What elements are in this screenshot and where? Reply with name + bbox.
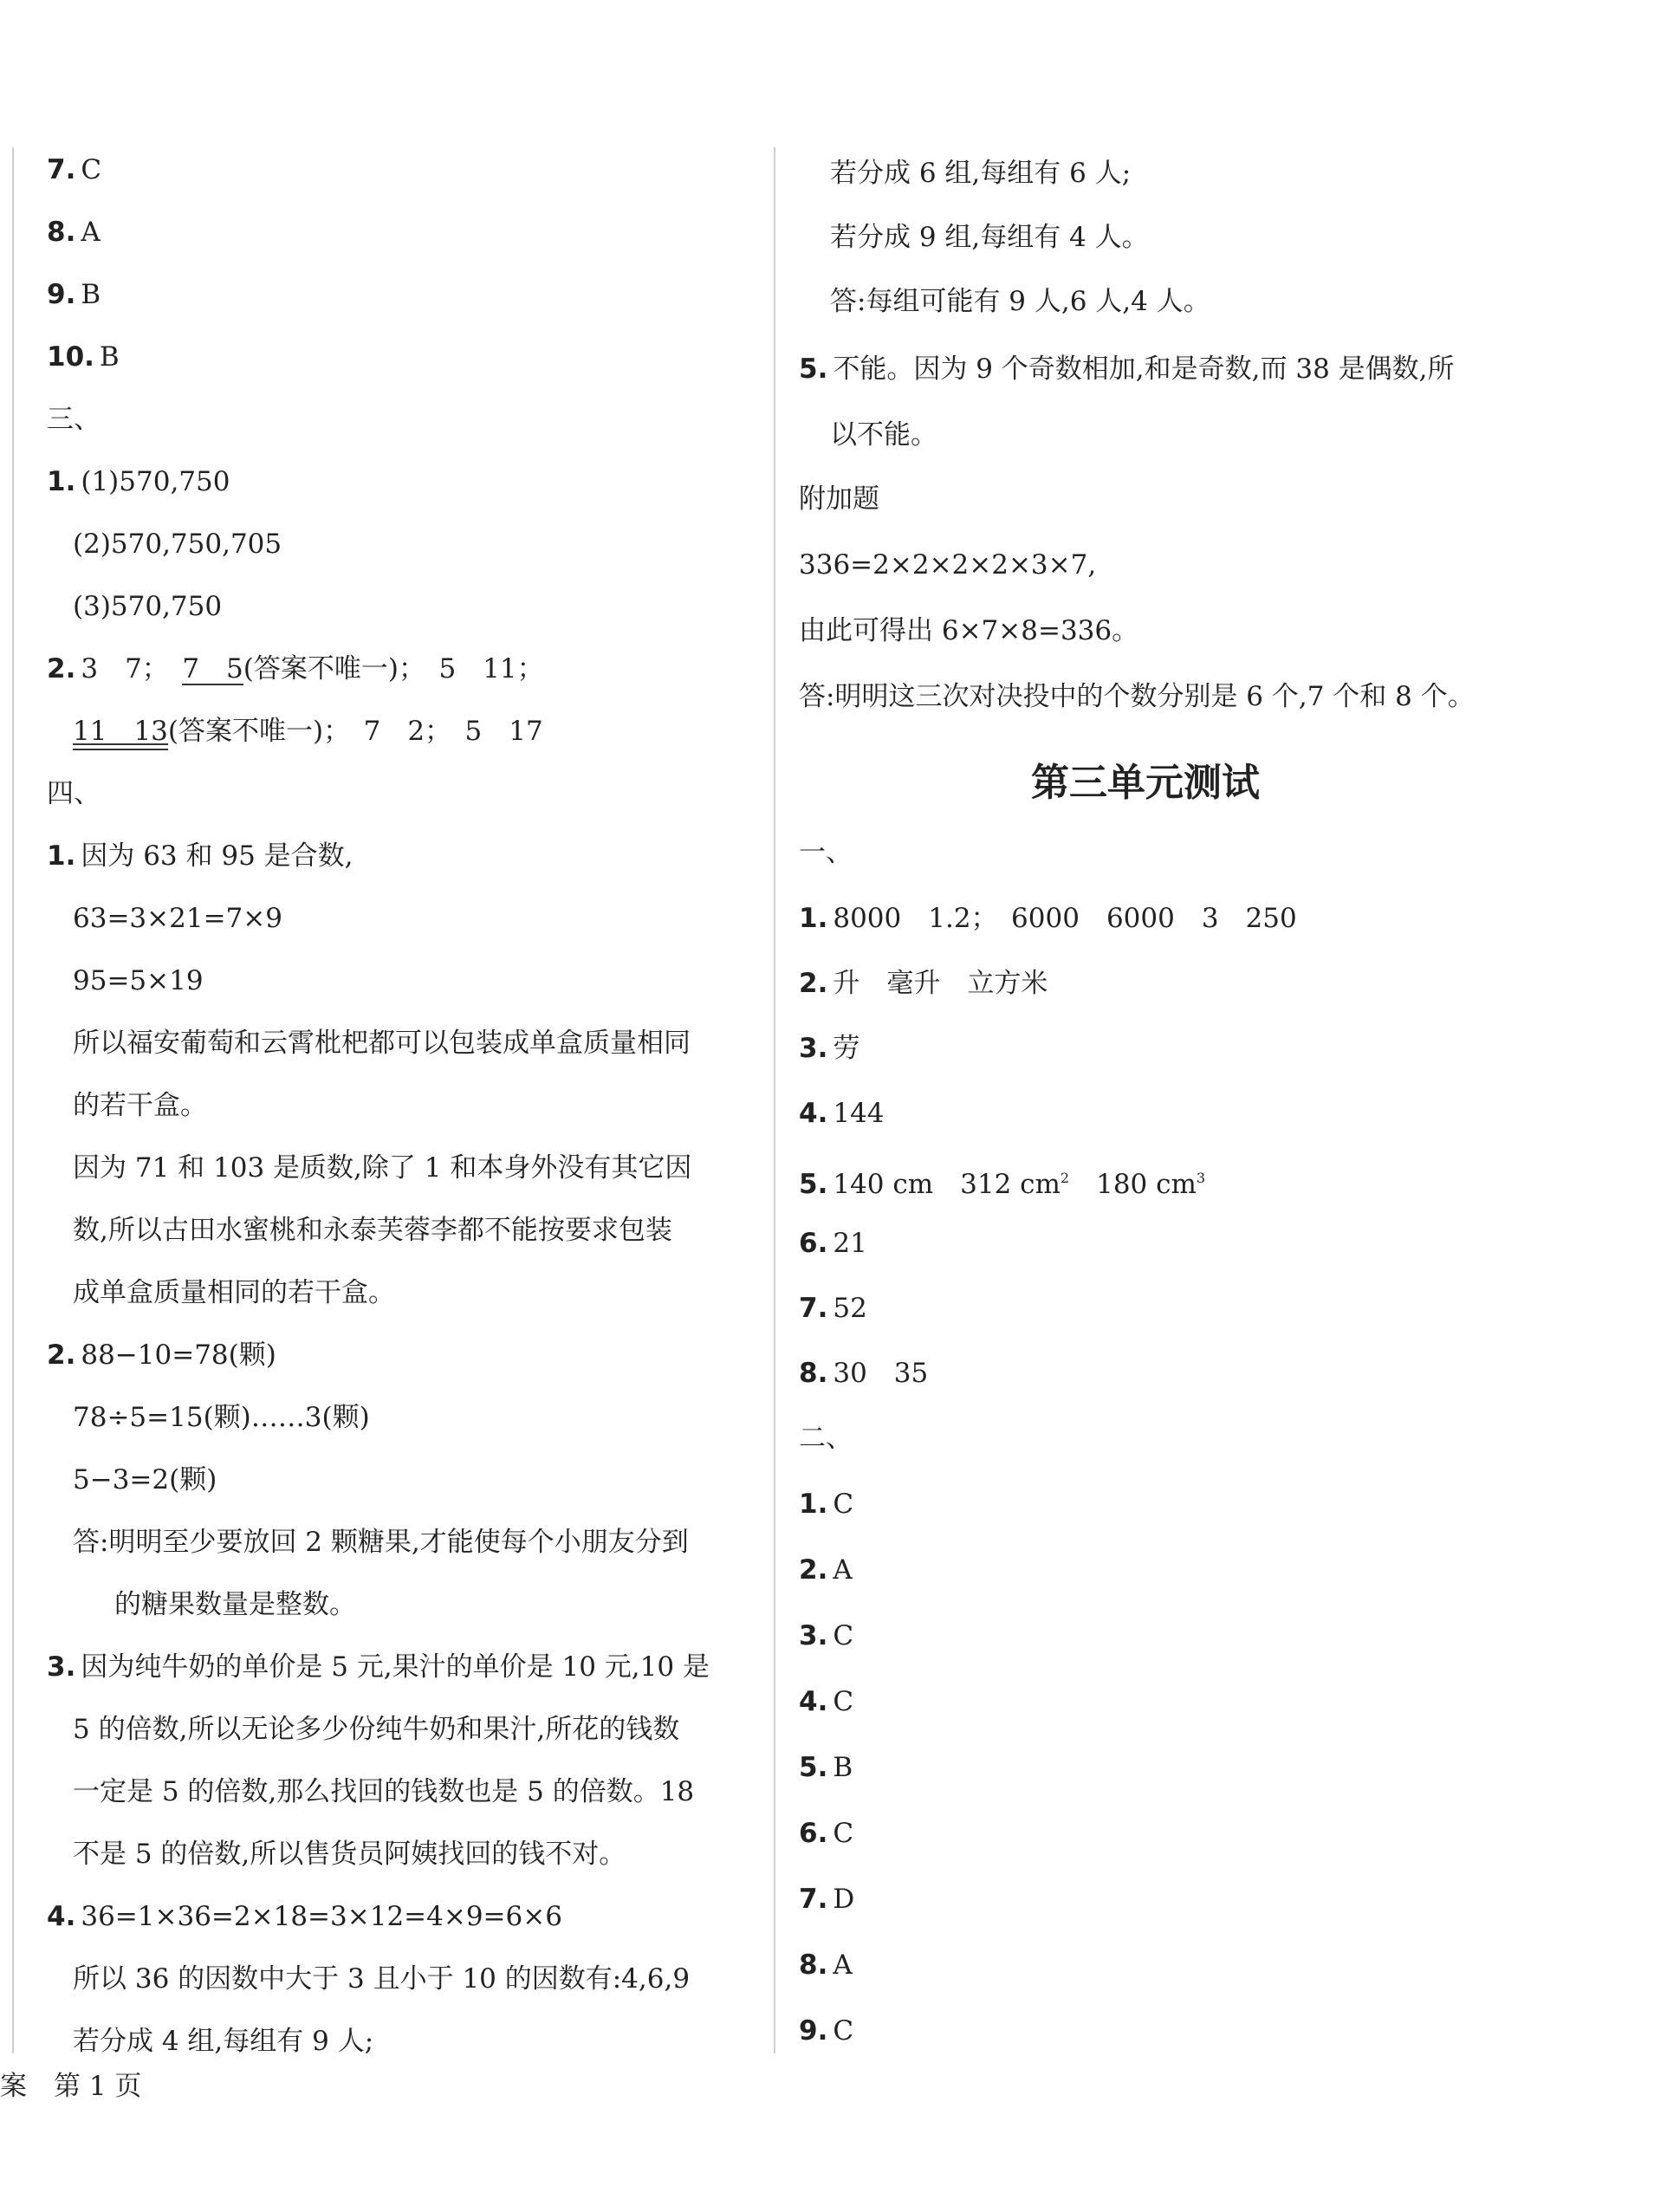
answer-line: 5−3=2(颗) [73, 1464, 217, 1495]
answer-line: 78÷5=15(颗)……3(颗) [73, 1402, 370, 1433]
answer-item: 2. 88−10=78(颗) [47, 1340, 276, 1371]
answer-line: 答:明明至少要放回 2 颗糖果,才能使每个小朋友分到 [73, 1527, 689, 1558]
answer-item: 4. 144 [799, 1098, 885, 1129]
answer-line: 因为 71 和 103 是质数,除了 1 和本身外没有其它因 [73, 1152, 692, 1184]
answer-item: 8. A [799, 1949, 853, 1981]
answer-item: 4. 36=1×36=2×18=3×12=4×9=6×6 [47, 1901, 562, 1932]
answer-item: 7. 52 [799, 1293, 867, 1324]
answer-item: 7. D [799, 1884, 855, 1915]
answer-item: 9. C [799, 2015, 854, 2047]
answer-item: 6. 21 [799, 1228, 867, 1259]
answer-item: 2. A [799, 1554, 853, 1586]
extra-question-heading: 附加题 [799, 483, 879, 515]
answer-line: 若分成 4 组,每组有 9 人; [73, 2026, 374, 2057]
section-heading: 一、 [799, 837, 853, 868]
answer-line: 以不能。 [830, 419, 937, 451]
left-margin-rule [12, 147, 14, 2053]
answer-item: 5. 140 cm 312 $cm^2$ 180 $cm^3$ [799, 1169, 1206, 1200]
answer-item: 10. B [47, 341, 120, 373]
answer-line: 所以福安葡萄和云霄枇杷都可以包装成单盒质量相同 [73, 1028, 691, 1059]
answer-item: 7. C [47, 154, 102, 185]
answer-line: 若分成 6 组,每组有 6 人; [830, 158, 1132, 189]
answer-line: 一定是 5 的倍数,那么找回的钱数也是 5 的倍数。18 [73, 1776, 695, 1807]
answer-item: 9. B [47, 279, 101, 310]
answer-item: 4. C [799, 1686, 854, 1717]
answer-item: 1. C [799, 1489, 854, 1520]
answer-item: 1. 因为 63 和 95 是合数, [47, 840, 354, 872]
underlined-answer: 7 5 [182, 653, 243, 684]
answer-line: 95=5×19 [73, 965, 204, 996]
answer-item: 3. C [799, 1620, 854, 1651]
double-underlined-answer: 11 13 [73, 716, 168, 747]
answer-line: 若分成 9 组,每组有 4 人。 [830, 222, 1149, 253]
answer-line: 所以 36 的因数中大于 3 且小于 10 的因数有:4,6,9 [73, 1963, 691, 1995]
answer-line: 63=3×21=7×9 [73, 903, 282, 934]
column-divider [774, 147, 775, 2053]
page-footer: 案 第 1 页 [0, 2071, 142, 2102]
answer-item: 6. C [799, 1818, 854, 1849]
answer-line: 不是 5 的倍数,所以售货员阿姨找回的钱不对。 [73, 1839, 626, 1870]
answer-line: 11 13(答案不唯一)； 7 2； 5 17 [73, 716, 543, 747]
answer-item: 8. A [47, 217, 101, 248]
answer-line: 336=2×2×2×2×3×7, [799, 549, 1097, 581]
answer-line: 答:明明这三次对决投中的个数分别是 6 个,7 个和 8 个。 [799, 681, 1475, 712]
answer-line: 数,所以古田水蜜桃和永泰芙蓉李都不能按要求包装 [73, 1215, 672, 1246]
answer-line: (2)570,750,705 [73, 529, 282, 560]
answer-item: 2. 3 7； 7 5(答案不唯一)； 5 11； [47, 653, 544, 684]
answer-item: 5. B [799, 1752, 853, 1783]
answer-item: 1. 8000 1.2； 6000 6000 3 250 [799, 903, 1297, 934]
section-heading: 四、 [47, 778, 101, 809]
answer-line: 答:每组可能有 9 人,6 人,4 人。 [830, 286, 1210, 317]
answer-item: 5. 不能。因为 9 个奇数相加,和是奇数,而 38 是偶数,所 [799, 354, 1455, 385]
section-heading: 二、 [799, 1423, 853, 1454]
answer-line: 成单盒质量相同的若干盒。 [73, 1277, 395, 1308]
unit-test-title: 第三单元测试 [1031, 761, 1260, 805]
answer-item: 8. 30 35 [799, 1358, 929, 1389]
section-heading: 三、 [47, 404, 101, 435]
answer-line: 的糖果数量是整数。 [114, 1589, 356, 1620]
answer-item: 1. (1)570,750 [47, 466, 230, 497]
answer-line: (3)570,750 [73, 591, 223, 622]
answer-item: 2. 升 毫升 立方米 [799, 968, 1048, 999]
answer-line: 由此可得出 6×7×8=336。 [799, 615, 1139, 646]
answer-item: 3. 劳 [799, 1033, 860, 1064]
answer-line: 5 的倍数,所以无论多少份纯牛奶和果汁,所花的钱数 [73, 1714, 680, 1745]
answer-line: 的若干盒。 [73, 1090, 207, 1121]
answer-item: 3. 因为纯牛奶的单价是 5 元,果汁的单价是 10 元,10 是 [47, 1651, 710, 1683]
